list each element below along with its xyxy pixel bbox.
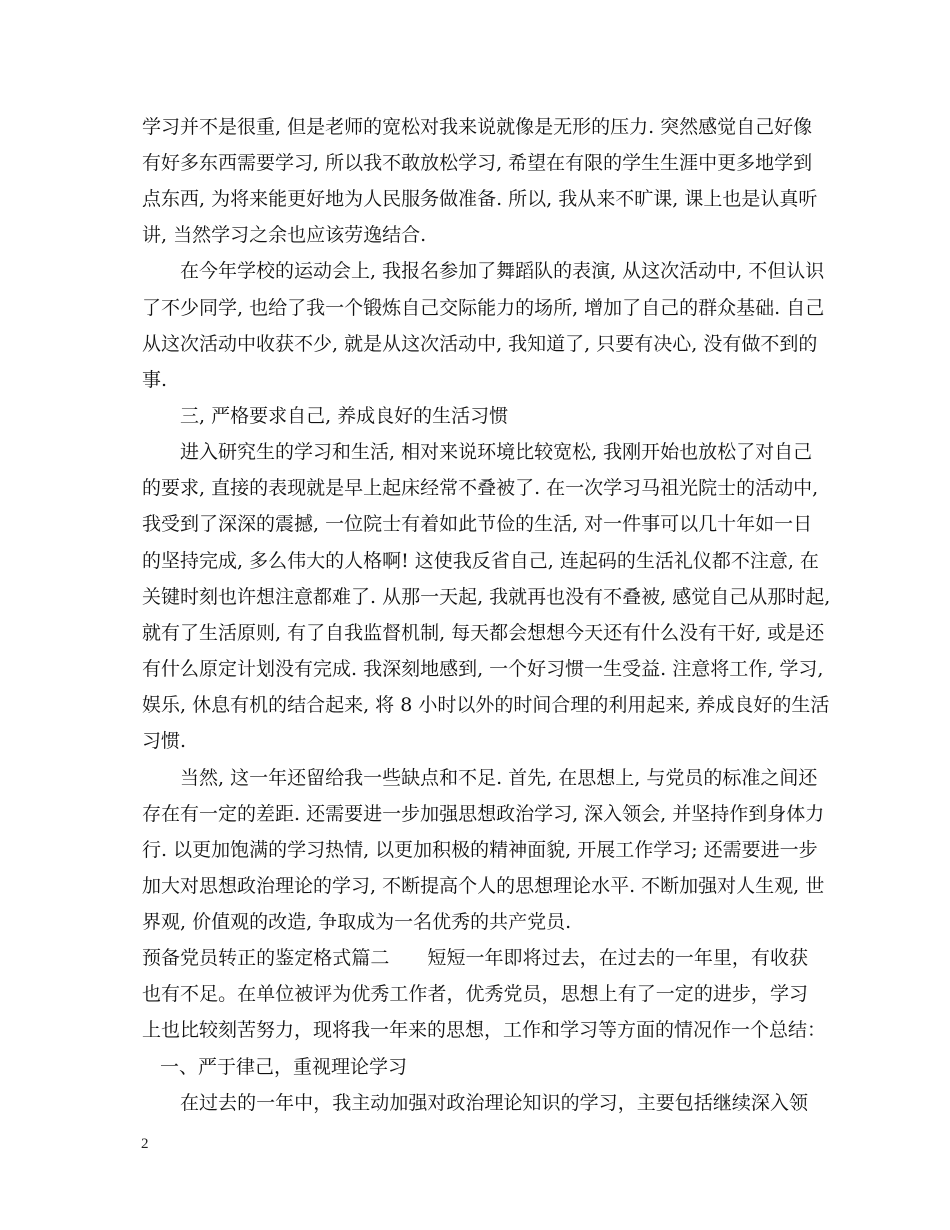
paragraph-first-line: 当然, 这一年还留给我一些缺点和不足. 首先, 在思想上, 与党员的标准之间还	[180, 767, 818, 789]
paragraph-first-line: 在过去的一年中，我主动加强对政治理论知识的学习，主要包括继续深入领	[180, 1092, 808, 1114]
text-line: 的要求, 直接的表现就是早上起床经常不叠被了. 在一次学习马祖光院士的活动中,	[142, 477, 819, 499]
text-line: 加大对思想政治理论的学习, 不断提高个人的思想理论水平. 不断加强对人生观, 世	[142, 875, 825, 897]
text-line: 点东西, 为将来能更好地为人民服务做准备. 所以, 我从来不旷课, 课上也是认真听	[142, 188, 818, 210]
text-line: 学习并不是很重, 但是老师的宽松对我来说就像是无形的压力. 突然感觉自己好像	[142, 116, 813, 138]
section-heading: 三, 严格要求自己, 养成良好的生活习惯	[180, 405, 509, 427]
text-line: 上也比较刻苦努力，现将我一年来的思想，工作和学习等方面的情况作一个总结：	[142, 1019, 827, 1041]
text-line: 讲, 当然学习之余也应该劳逸结合.	[142, 224, 427, 246]
text-line: 有什么原定计划没有完成. 我深刻地感到, 一个好习惯一生受益. 注意将工作, 学习,	[142, 658, 824, 680]
page-number: 2	[141, 1136, 149, 1152]
text-line: 事.	[142, 369, 168, 391]
paragraph-first-line: 在今年学校的运动会上, 我报名参加了舞蹈队的表演, 从这次活动中, 不但认识	[180, 260, 825, 282]
section-title-line: 预备党员转正的鉴定格式篇二 短短一年即将过去，在过去的一年里，有收获	[142, 947, 808, 969]
section-heading: 一、严于律己，重视理论学习	[160, 1056, 408, 1078]
text-line: 我受到了深深的震撼, 一位院士有着如此节俭的生活, 对一件事可以几十年如一日	[142, 513, 813, 535]
text-line: 娱乐, 休息有机的结合起来, 将 8 小时以外的时间合理的利用起来, 养成良好的生活	[142, 694, 830, 716]
text-line: 从这次活动中收获不少, 就是从这次活动中, 我知道了, 只要有决心, 没有做不到的	[142, 333, 818, 355]
text-line: 就有了生活原则, 有了自我监督机制, 每天都会想想今天还有什么没有干好, 或是还	[142, 622, 825, 644]
text-line: 关键时刻也许想注意都难了. 从那一天起, 我就再也没有不叠被, 感觉自己从那时起,	[142, 586, 831, 608]
text-line: 存在有一定的差距. 还需要进一步加强思想政治学习, 深入领会, 并坚持作到身体力	[142, 803, 825, 825]
paragraph-first-line: 进入研究生的学习和生活, 相对来说环境比较宽松, 我刚开始也放松了对自己	[180, 441, 813, 463]
text-line: 的坚持完成, 多么伟大的人格啊! 这使我反省自己, 连起码的生活礼仪都不注意, 在	[142, 550, 819, 572]
text-line: 有好多东西需要学习, 所以我不敢放松学习, 希望在有限的学生生涯中更多地学到	[142, 152, 813, 174]
text-line: 习惯.	[142, 730, 187, 752]
text-line: 界观, 价值观的改造, 争取成为一名优秀的共产党员.	[142, 911, 572, 933]
text-line: 行. 以更加饱满的学习热情, 以更加积极的精神面貌, 开展工作学习; 还需要进一步	[142, 839, 818, 861]
text-line: 也有不足。在单位被评为优秀工作者，优秀党员，思想上有了一定的进步，学习	[142, 983, 808, 1005]
text-line: 了不少同学, 也给了我一个锻炼自己交际能力的场所, 增加了自己的群众基础. 自己	[142, 297, 825, 319]
